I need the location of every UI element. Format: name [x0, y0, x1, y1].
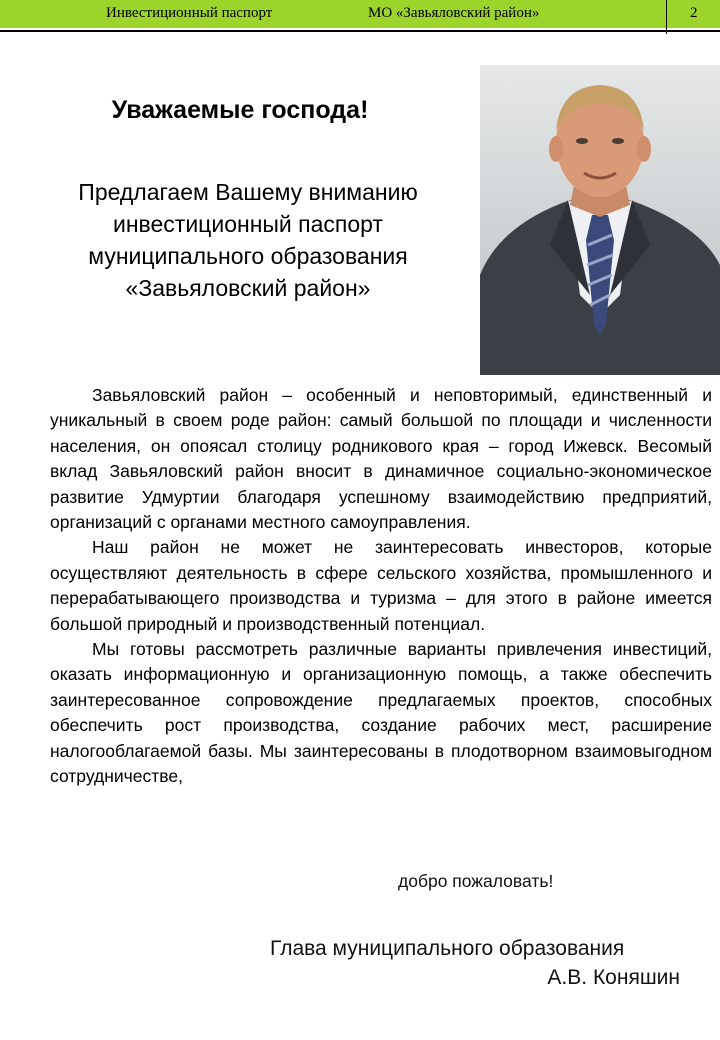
signature-block [260, 934, 680, 992]
signature-name: А.В. Коняшин [547, 966, 680, 989]
header-doc-title: Инвестиционный паспорт [106, 5, 273, 21]
header-rule [0, 30, 720, 32]
paragraph: Мы готовы рассмотреть различные варианты привлечения инвестиций, оказать информационную и организационную помощь, а также обеспечить заинтересованное сопровождение предлагаемых проектов, способных обеспечить рост производства, создание рабочих мест, расширение налогооблагаемой базы. Мы заинтересованы в плодотворном взаимовыгодном сотрудничестве, [50, 639, 712, 787]
portrait-photo [480, 65, 720, 375]
greeting-heading: Уважаемые господа! [111, 96, 369, 124]
header-municipality: МО «Завьяловский район» [368, 5, 540, 21]
intro-line: Предлагаем Вашему вниманию [78, 179, 418, 205]
portrait-photo-icon [480, 65, 720, 375]
paragraph: Наш район не может не заинтересовать инвесторов, которые осуществляют деятельность в сфере сельского хозяйства, промышленного и перерабатывающего производства и туризма – для этого в районе имеется большой природный и производственный потенциал. [50, 537, 712, 634]
header-divider [666, 0, 667, 34]
paragraph: Завьяловский район – особенный и неповторимый, единственный и уникальный в своем роде район: самый большой по площади и численности населения, он опоясал столицу родникового края – город Ижевск. Весомый вклад Завьяловский район вносит в динамичное социально-экономическое развитие Удмуртии благодаря успешному взаимодействию предприятий, организаций с органами местного самоуправления. [50, 385, 712, 533]
page-header [0, 0, 720, 34]
letter-body [50, 383, 712, 790]
page-number: 2 [690, 5, 698, 21]
intro-line: «Завьяловский район» [125, 275, 371, 301]
intro-text [30, 176, 466, 304]
intro-line: муниципального образования [88, 243, 408, 269]
intro-line: инвестиционный паспорт [113, 211, 383, 237]
welcome-text: добро пожаловать! [398, 871, 554, 891]
signature-title: Глава муниципального образования [270, 937, 625, 960]
